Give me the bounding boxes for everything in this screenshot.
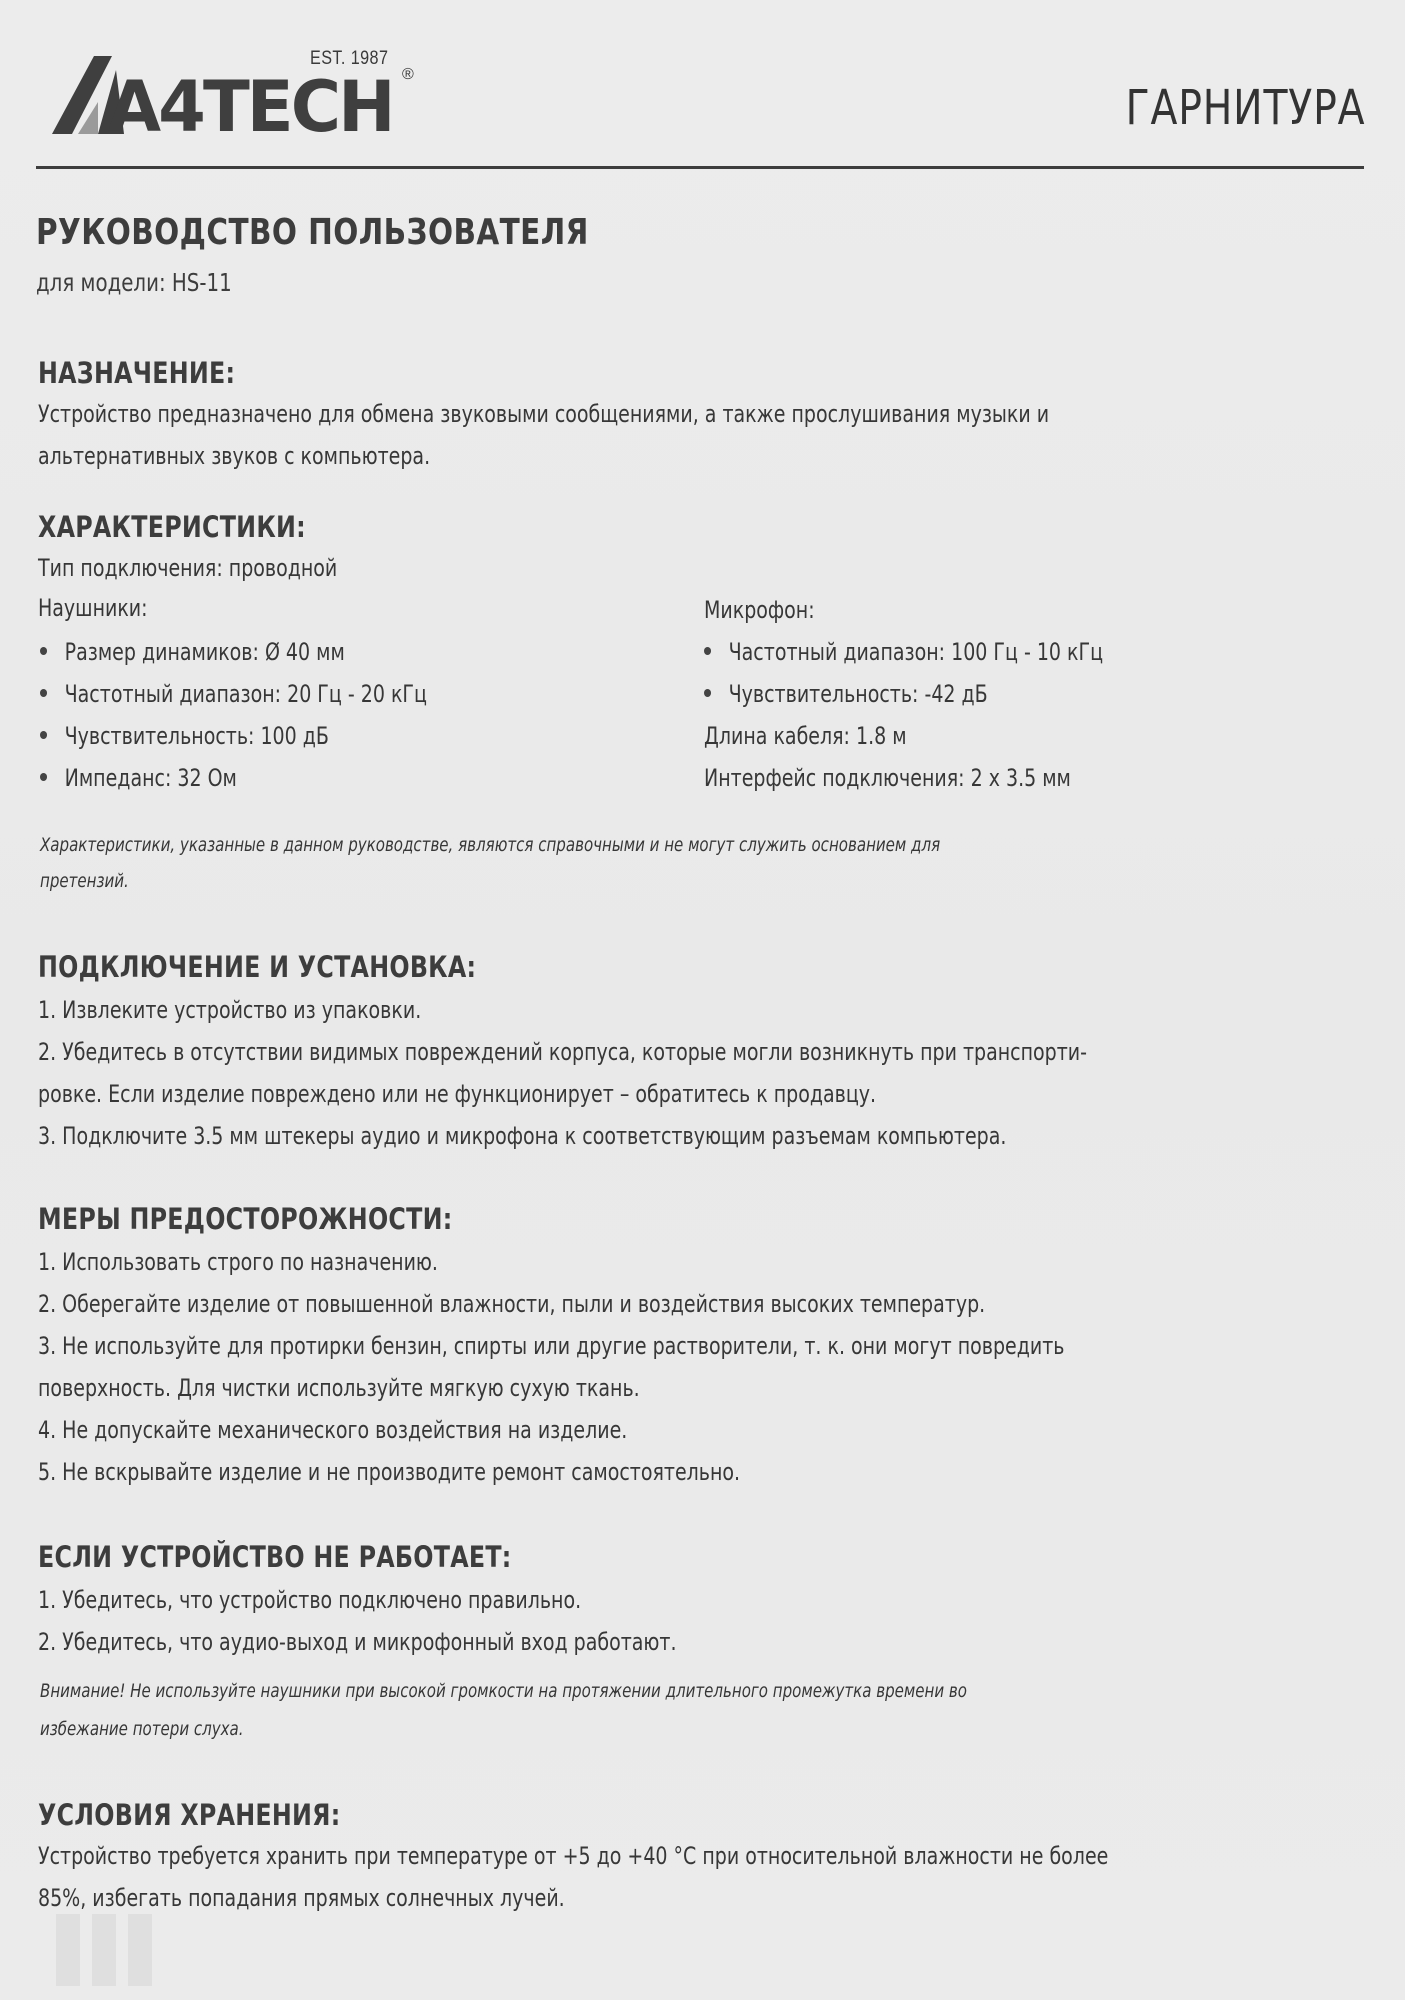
brand-established: EST. 1987 xyxy=(310,48,389,69)
bullet-icon xyxy=(40,689,47,697)
specs-disclaimer: Характеристики, указанные в данном руководстве, являются справочными и не могут служить основанием для xyxy=(40,834,941,856)
troubleshooting-step: 1. Убедитесь, что устройство подключено правильно. xyxy=(38,1586,582,1614)
bullet-icon xyxy=(40,773,47,781)
bullet-icon xyxy=(704,689,711,697)
brand-wordmark: A4TECH xyxy=(108,66,393,148)
precaution-item: 1. Использовать строго по назначению. xyxy=(38,1248,438,1276)
purpose-line: альтернативных звуков с компьютера. xyxy=(38,442,431,470)
precautions-heading: МЕРЫ ПРЕДОСТОРОЖНОСТИ: xyxy=(38,1202,453,1236)
hearing-warning: Внимание! Не используйте наушники при высокой громкости на протяжении длительного промежутка времени во xyxy=(40,1680,967,1702)
bullet-icon xyxy=(704,647,711,655)
product-type-title: ГАРНИТУРА xyxy=(1125,80,1365,136)
troubleshooting-step: 2. Убедитесь, что аудио-выход и микрофонный вход работают. xyxy=(38,1628,677,1656)
precaution-item: 2. Оберегайте изделие от повышенной влажности, пыли и воздействия высоких температур. xyxy=(38,1290,986,1318)
model-line: для модели: HS-11 xyxy=(36,268,232,297)
bullet-icon xyxy=(40,647,47,655)
storage-line: 85%, избегать попадания прямых солнечных лучей. xyxy=(38,1884,565,1912)
microphone-label: Микрофон: xyxy=(704,596,815,624)
spec-text: Чувствительность: -42 дБ xyxy=(728,680,988,708)
headphones-spec-item xyxy=(40,638,345,666)
document-title: РУКОВОДСТВО ПОЛЬЗОВАТЕЛЯ xyxy=(36,212,589,253)
registered-mark: ® xyxy=(402,66,414,83)
installation-step: 1. Извлеките устройство из упаковки. xyxy=(38,996,422,1024)
storage-line: Устройство требуется хранить при температуре от +5 до +40 °С при относительной влажности не более xyxy=(38,1842,1109,1870)
brand-logo xyxy=(50,48,430,148)
spec-text: Импеданс: 32 Ом xyxy=(64,764,237,792)
storage-heading: УСЛОВИЯ ХРАНЕНИЯ: xyxy=(38,1798,341,1832)
headphones-label: Наушники: xyxy=(38,594,148,622)
spec-text: Размер динамиков: Ø 40 мм xyxy=(64,638,345,666)
headphones-spec-item xyxy=(40,764,237,792)
installation-step: 2. Убедитесь в отсутствии видимых повреждений корпуса, которые могли возникнуть при транспорти- xyxy=(38,1038,1087,1066)
precaution-item: 3. Не используйте для протирки бензин, спирты или другие растворители, т. к. они могут повредить xyxy=(38,1332,1065,1360)
installation-step: 3. Подключите 3.5 мм штекеры аудио и микрофона к соответствующим разъемам компьютера. xyxy=(38,1122,1007,1150)
headphones-spec-item xyxy=(40,680,427,708)
installation-heading: ПОДКЛЮЧЕНИЕ И УСТАНОВКА: xyxy=(38,950,477,984)
spec-connection-type: Тип подключения: проводной xyxy=(38,554,338,582)
precaution-item: поверхность. Для чистки используйте мягкую сухую ткань. xyxy=(38,1374,640,1402)
troubleshooting-heading: ЕСЛИ УСТРОЙСТВО НЕ РАБОТАЕТ: xyxy=(38,1540,512,1574)
header-divider xyxy=(36,166,1364,169)
spec-text: Частотный диапазон: 100 Гц - 10 кГц xyxy=(728,638,1104,666)
specs-disclaimer: претензий. xyxy=(40,870,129,892)
bullet-icon xyxy=(40,731,47,739)
eac-mark-icon xyxy=(52,1910,162,1990)
purpose-line: Устройство предназначено для обмена звуковыми сообщениями, а также прослушивания музыки и xyxy=(38,400,1050,428)
installation-step: ровке. Если изделие повреждено или не функционирует – обратитесь к продавцу. xyxy=(38,1080,877,1108)
spec-interface: Интерфейс подключения: 2 х 3.5 мм xyxy=(704,764,1071,792)
precaution-item: 4. Не допускайте механического воздействия на изделие. xyxy=(38,1416,628,1444)
spec-text: Чувствительность: 100 дБ xyxy=(64,722,329,750)
microphone-spec-item xyxy=(704,680,988,708)
microphone-spec-item xyxy=(704,638,1103,666)
specs-heading: ХАРАКТЕРИСТИКИ: xyxy=(38,510,306,544)
spec-cable-length: Длина кабеля: 1.8 м xyxy=(704,722,907,750)
precaution-item: 5. Не вскрывайте изделие и не производите ремонт самостоятельно. xyxy=(38,1458,741,1486)
spec-text: Частотный диапазон: 20 Гц - 20 кГц xyxy=(64,680,427,708)
headphones-spec-item xyxy=(40,722,329,750)
hearing-warning: избежание потери слуха. xyxy=(40,1718,244,1740)
purpose-heading: НАЗНАЧЕНИЕ: xyxy=(38,356,236,390)
